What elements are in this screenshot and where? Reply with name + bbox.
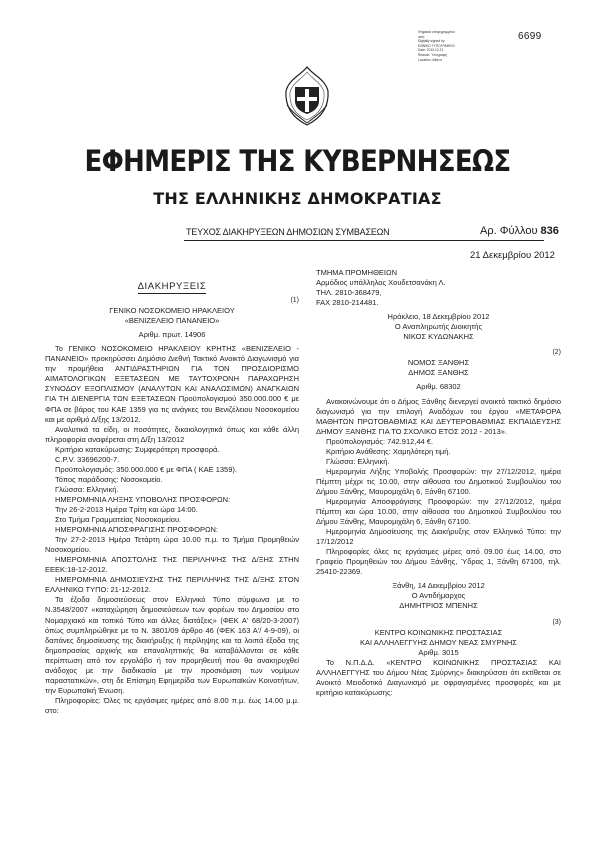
org-name: ΓΕΝΙΚΟ ΝΟΣΟΚΟΜΕΙΟ ΗΡΑΚΛΕΙΟΥ (109, 306, 235, 316)
notice-number: (3) (552, 618, 561, 626)
gazette-subtitle: ΤΗΣ ΕΛΛΗΝΙΚΗΣ ΔΗΜΟΚΡΑΤΙΑΣ (153, 189, 442, 208)
digital-signature-stamp (418, 30, 490, 62)
text-line: Κριτήριο κατακύρωσης: Συμφερότερη προσφορά. (55, 444, 220, 454)
text-line: Προϋπολογισμός: 742.912,44 €. (326, 436, 434, 446)
greek-coat-of-arms-icon (283, 65, 331, 127)
sheet-label: Αρ. Φύλλου (480, 225, 538, 237)
notice-number: (2) (552, 349, 561, 357)
text-line: C.P.V. 33696200-7. (55, 454, 120, 464)
stamp-line: Digitally signed by (418, 39, 445, 44)
stamp-line: Reason: Υπογραφή (418, 52, 447, 57)
text-line: Κριτήριο Ανάθεσης: Χαμηλότερη τιμή. (326, 446, 451, 456)
text-line: ΗΜΕΡΟΜΗΝΙΑ ΑΠΟΣΤΟΛΗΣ ΤΗΣ ΠΕΡΙΛΗΨΗΣ ΤΗΣ Δ/ΞΗΣ ΣΤΗΝ ΕΕΕΚ:18-12-2012. (45, 555, 299, 575)
stamp-line: Date: 2012.12.21 (418, 48, 444, 53)
text-line: ΗΜΕΡΟΜΗΝΙΑ ΛΗΞΗΣ ΥΠΟΒΟΛΗΣ ΠΡΟΣΦΟΡΩΝ: (55, 494, 231, 504)
text-line: Την 27-2-2013 Ημέρα Τετάρτη ώρα 10.00 π.μ. το Τμήμα Προμηθειών Νοσοκομείου. (45, 535, 299, 555)
left-column (45, 268, 299, 716)
paragraph: Ανακοινώνουμε ότι ο Δήμος Ξάνθης διενεργεί ανοικτό τακτικό δημόσιο διαγωνισμό για την επιλογή Αναδόχων του έργου «ΜΕΤΑΦΟΡΑ ΜΑΘΗΤΩΝ ΠΡΩΤΟΒΑΘΜΙΑΣ ΚΑΙ ΔΕΥΤΕΡΟΒΑΘΜΙΑΣ ΕΚΠΑΙΔΕΥΣΗΣ ΔΗΜΟΥ ΞΑΝΘΗΣ ΓΙΑ ΤΟ ΣΧΟΛΙΚΟ ΕΤΟΣ 2012 - 2013». (316, 396, 561, 436)
paragraph: Πληροφορίες: Όλες τις εργάσιμες ημέρες από 8.00 π.μ. έως 14.00 μ.μ. στο: (45, 695, 299, 715)
signatory-name: ΔΗΜΗΤΡΙΟΣ ΜΠΕΝΗΣ (399, 601, 478, 611)
protocol-number: Αριθμ. 68302 (416, 382, 461, 392)
right-column (316, 268, 561, 698)
gazette-title: ΕΦΗΜΕΡΙΣ ΤΗΣ ΚΥΒΕΡΝΗΣΕΩΣ (84, 144, 511, 178)
issue-number (480, 225, 559, 237)
issue-divider (184, 240, 544, 241)
paragraph: Ημερομηνία Δημοσίευσης της Διακήρυξης στον Ελληνικό Τύπο: την 17/12/2012 (316, 527, 561, 547)
signatory-name: ΝΙΚΟΣ ΚΥΔΩΝΑΚΗΣ (403, 332, 474, 342)
stamp-line: ΕΘΝΙΚΟ ΤΥΠΟΓΡΑΦΕΙΟ (418, 43, 455, 48)
sheet-number: 836 (540, 225, 559, 237)
paragraph: Ημερομηνία Αποσφράγισης Προσφορών: την 27/12/2012, ημέρα Πέμπτη και ώρα 10.00, στην αίθουσα του Δημοτικού Συμβουλίου του Δήμου Ξάνθης, Μαυρομιχάλη 6, Ξάνθη 67100. (316, 496, 561, 527)
section-heading: ΔΙΑΚΗΡΥΞΕΙΣ (137, 281, 207, 292)
text-line: Γλώσσα: Ελληνική. (55, 484, 119, 494)
text-line: Τόπος παράδοσης: Νοσοκομείο. (55, 474, 163, 484)
protocol-number: Αριθμ. πρωτ. 14906 (138, 330, 206, 340)
issue-date: 21 Δεκεμβρίου 2012 (470, 250, 555, 261)
paragraph: Τα έξοδα δημοσιεύσεως στον Ελληνικό Τύπο σύμφωνα με το Ν.3548/2007 «καταχώρηση δημοσιεύσεων των φορέων του Δημοσίου στο Νομαρχιακό και τοπικό Τύπο και άλλες διατάξεις» (ΦΕΚ Α' 68/20-3-2007) όπως συμπληρώθηκε με το Ν. 3801/09 άρθρο 46 (ΦΕΚ 163 Α'/ 4-9-09), οι δαπάνες δημοσίευσης της διακήρυξης ή περίληψης και τα λοιπά έξοδα της δημοπρασίας αρχικής και επαναληπτικής θα καταβάλλονται σε κάθε περίπτωση από τον εργολάβο ή τον προμηθευτή που θα ανακηρυχθεί ανάδοχος με την διαδικασία με την προσκόμιση των νομίμων παραστατικών», στη δε Επίσημη Εφημερίδα των Ευρωπαϊκών Κοινοτήτων, την Ευρωπαϊκή Ένωση. (45, 595, 299, 695)
stamp-line: Ψηφιακά υπογεγραμμένο (418, 30, 455, 34)
text-line: Προϋπολογισμός: 350.000.000 € με ΦΠΑ ( ΚΑΕ 1359). (55, 464, 237, 474)
paragraph: Το ΓΕΝΙΚΟ ΝΟΣΟΚΟΜΕΙΟ ΗΡΑΚΛΕΙΟΥ ΚΡΗΤΗΣ «ΒΕΝΙΖΕΛΕΙΟ - ΠΑΝΑΝΕΙΟ» προκηρύσσει Δημόσιο Διεθνή Τακτικό Ανοικτό Διαγωνισμό για την προμήθεια ΑΝΤΙΔΡΑΣΤΗΡΙΩΝ ΓΙΑ ΤΟΝ ΠΡΟΣΔΙΟΡΙΣΜΟ ΑΙΜΑΤΟΛΟΓΙΚΩΝ ΕΞΕΤΑΣΕΩΝ ΜΕ ΤΑΥΤΟΧΡΟΝΗ ΠΑΡΑΧΩΡΗΣΗ ΣΥΝΟΔΟΥ ΕΞΟΠΛΙΣΜΟΥ (ΑΝΑΛΥΤΩΝ ΚΑΙ ΑΝΑΛΩΣΙΜΩΝ) ΑΝΑΓΚΑΙΩΝ ΓΙΑ ΤΗ ΔΙΕΝΕΡΓΙΑ ΤΩΝ ΕΞΕΤΑΣΕΩΝ Προϋπολογισμού 350.000.000 € με ΦΠΑ σε βάρος του ΚΑΕ 1359 για τις ανάγκες του Βενιζέλειου Νοσοκομείου και με αριθμό Δ/ξης 13/2012. (45, 344, 299, 424)
notice-number: (1) (290, 297, 299, 305)
signature-place-date: Ηράκλειο, 18 Δεκεμβρίου 2012 (387, 312, 490, 322)
page-number: 6699 (518, 31, 542, 42)
paragraph: Το Ν.Π.Δ.Δ. «ΚΕΝΤΡΟ ΚΟΙΝΩΝΙΚΗΣ ΠΡΟΣΤΑΣΙΑΣ ΚΑΙ ΑΛΛΗΛΕΓΓΥΗΣ του Δήμου Νέας Σμύρνης» διακηρύσσει ότι εκτίθεται σε Ανοικτό Μειοδοτικό Διαγωνισμό με σφραγισμένες προσφορές και με κριτήριο κατακύρωσης: (316, 657, 561, 697)
text-line: ΗΜΕΡΟΜΗΝΙΑ ΔΗΜΟΣΙΕΥΣΗΣ ΤΗΣ ΠΕΡΙΛΗΨΗΣ ΤΗΣ Δ/ΞΗΣ ΣΤΟΝ ΕΛΛΗΝΙΚΟ ΤΥΠΟ: 21-12-2012. (45, 575, 299, 595)
paragraph: Ημερομηνία Λήξης Υποβολής Προσφορών: την 27/12/2012, ημέρα Πέμπτη μέχρι τις 10.00, στην αίθουσα του Δημοτικού Συμβουλίου του Δήμου Ξάνθης, Μαυρομιχάλη 6, Ξάνθη 67100. (316, 466, 561, 496)
text-line: FAX 2810-214481. (316, 298, 379, 308)
text-line: Στο Τμήμα Γραμματείας Νοσοκομείου. (55, 515, 182, 525)
protocol-number: Αριθμ. 3015 (418, 647, 459, 657)
paragraph: Πληροφορίες όλες τις εργάσιμες μέρες από 09.00 έως 14.00, στο Γραφείο Προμηθειών του Δήμου Ξάνθης, Ύδρας 1, Ξάνθη 67100, τηλ. 25410-22369. (316, 547, 561, 577)
stamp-line: από: (418, 34, 425, 39)
text-line: ΤΗΛ. 2810-368479, (316, 288, 382, 298)
org-name: «ΒΕΝΙΖΕΛΕΙΟ ΠΑΝΑΝΕΙΟ» (124, 316, 220, 326)
signature-title: Ο Αντιδήμαρχος (411, 591, 466, 601)
text-line: ΗΜΕΡΟΜΗΝΙΑ ΑΠΟΣΦΡΑΓΙΣΗΣ ΠΡΟΣΦΟΡΩΝ: (55, 525, 219, 535)
text-line: Αρμόδιος υπάλληλος Χουδετσανάκη Λ. (316, 278, 446, 288)
stamp-line: Location: Αθήνα (418, 57, 442, 62)
org-name: ΝΟΜΟΣ ΞΑΝΘΗΣ (407, 358, 470, 368)
org-name: ΚΕΝΤΡΟ ΚΟΙΝΩΝΙΚΗΣ ΠΡΟΣΤΑΣΙΑΣ (374, 627, 503, 637)
paragraph: Αναλυτικά τα είδη, οι ποσότητες, δικαιολογητικά όπως και κάθε άλλη πληροφορία αναφέρεται στη Δ/ξη 13/2012 (45, 424, 299, 444)
org-name: ΚΑΙ ΑΛΛΗΛΕΓΓΥΗΣ ΔΗΜΟΥ ΝΕΑΣ ΣΜΥΡΝΗΣ (360, 637, 517, 647)
issue-type: ΤΕΥΧΟΣ ΔΙΑΚΗΡΥΞΕΩΝ ΔΗΜΟΣΙΩΝ ΣΥΜΒΑΣΕΩΝ (186, 227, 390, 237)
signature-title: Ο Αναπληρωτής Διοικητής (394, 322, 483, 332)
text-line: ΤΜΗΜΑ ΠΡΟΜΗΘΕΙΩΝ (316, 268, 398, 277)
text-line: Γλώσσα: Ελληνική. (326, 456, 390, 466)
org-name: ΔΗΜΟΣ ΞΑΝΘΗΣ (408, 368, 469, 378)
text-line: Την 26-2-2013 Ημέρα Τρίτη και ώρα 14:00. (55, 504, 198, 514)
signature-place-date: Ξάνθη, 14 Δεκεμβρίου 2012 (392, 581, 485, 591)
